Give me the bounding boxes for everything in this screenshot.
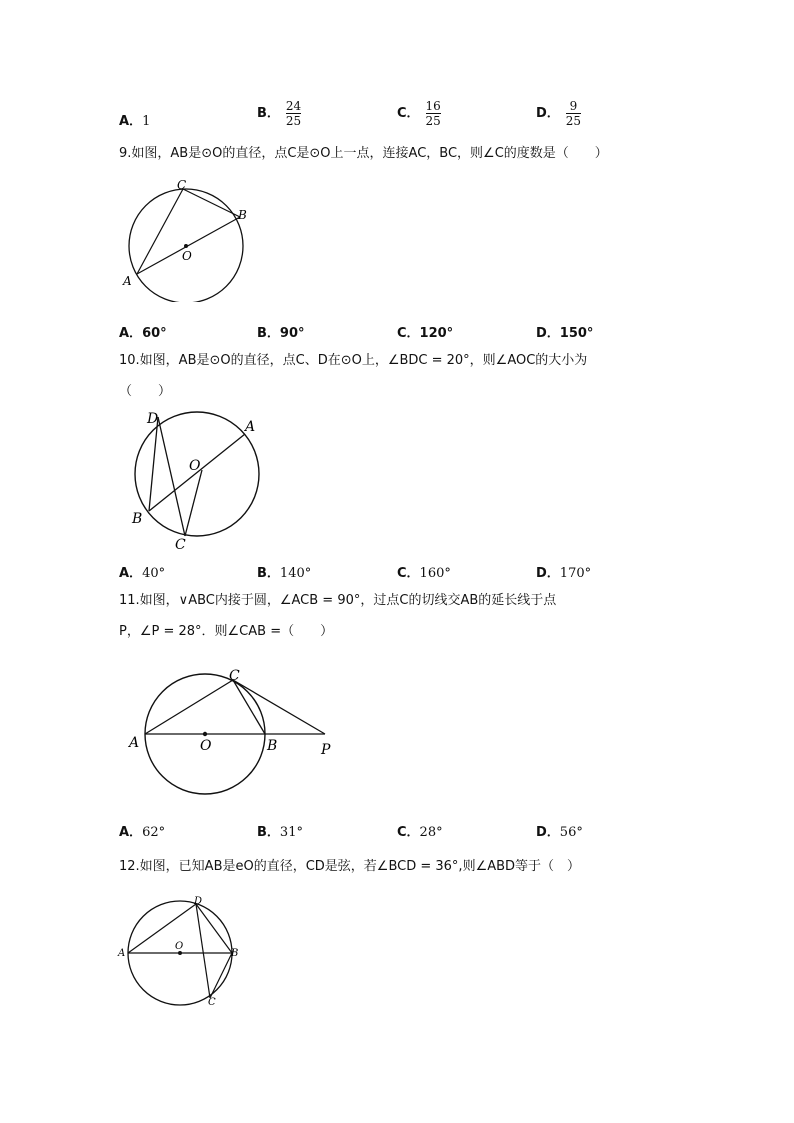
label-b: B [238,208,247,222]
label-b: B [132,511,143,527]
q9-option-c: C．120° [397,326,454,341]
q11-option-a: A．62° [119,825,166,840]
q10-stem-line1: 10.如图，AB是⊙O的直径，点C、D在⊙O上，∠BDC = 20°，则∠AOC的大小为 [119,353,588,368]
q9-option-a: A．60° [119,326,167,341]
q11-stem-line1: 11.如图，∨ABC内接于圆，∠ACB = 90°，过点C的切线交AB的延长线于点 [119,593,557,608]
label-c: C [208,997,216,1008]
q8-option-b: B． $\frac{24}{25}$ [257,99,302,128]
q10-figure [125,405,270,553]
fraction: $\frac{9}{25}$ [565,99,582,128]
q10-option-a: A．40° [119,566,166,581]
label-c: C [229,668,240,684]
q10-option-d: D．170° [536,566,592,581]
fraction: $\frac{16}{25}$ [425,99,441,128]
q11-figure [125,662,345,802]
label-b: B [267,738,278,754]
q8-option-c: C． $\frac{16}{25}$ [397,99,441,128]
q12-stem: 12.如图，已知AB是eO的直径，CD是弦，若∠BCD = 36°,则∠ABD等于（ ） [119,859,581,874]
label-o: O [175,941,184,952]
q11-stem-line2: P，∠P = 28°．则∠CAB =（ ） [119,624,334,639]
q9-stem: 9.如图，AB是⊙O的直径，点C是⊙O上一点，连接AC，BC，则∠C的度数是（ ） [119,146,608,161]
q9-figure [115,172,260,302]
q11-option-c: C．28° [397,825,443,840]
label-p: P [321,742,331,758]
q10-option-b: B．140° [257,566,312,581]
label-a: A [245,419,256,435]
label-a: A [129,735,140,751]
label-b: B [231,948,239,959]
q11-option-b: B．31° [257,825,303,840]
label-c: C [175,537,186,553]
label-d: D [147,411,159,427]
label-a: A [118,948,126,959]
label-d: D [194,896,203,907]
q9-option-d: D．150° [536,326,594,341]
q8-option-a: A．1 [119,114,151,129]
label-a: A [123,274,132,288]
label-o: O [189,458,201,474]
label-o: O [182,249,192,263]
q8-option-d: D． $\frac{9}{25}$ [536,99,582,128]
q9-option-b: B．90° [257,326,305,341]
label-c: C [177,178,187,192]
q10-stem-line2: （ ） [119,384,172,399]
q12-figure [115,892,250,1008]
fraction: $\frac{24}{25}$ [285,99,302,128]
q11-option-d: D．56° [536,825,583,840]
q10-option-c: C．160° [397,566,451,581]
label-o: O [200,738,212,754]
